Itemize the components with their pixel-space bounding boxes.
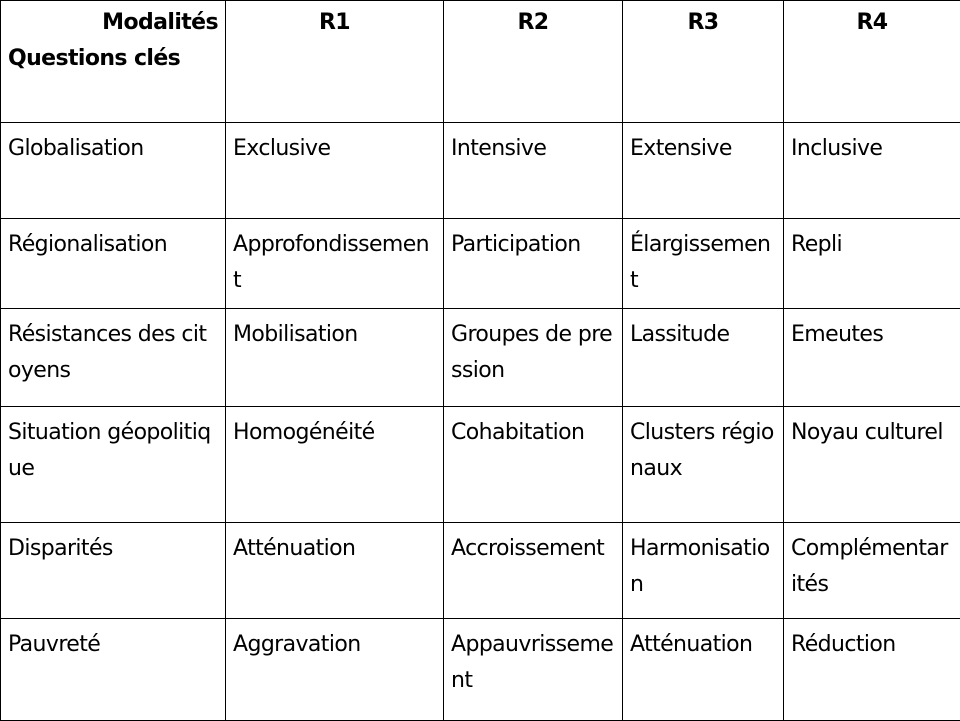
row-question: Résistances des citoyens bbox=[1, 309, 226, 407]
table-cell: Appauvrissement bbox=[444, 619, 623, 721]
table-cell: Noyau culturel bbox=[784, 407, 960, 523]
table-cell: Extensive bbox=[623, 123, 784, 219]
row-question: Globalisation bbox=[1, 123, 226, 219]
table-cell: Réduction bbox=[784, 619, 960, 721]
table-row bbox=[1, 523, 960, 619]
table-cell: Aggravation bbox=[226, 619, 444, 721]
row-question: Régionalisation bbox=[1, 219, 226, 309]
table-row bbox=[1, 219, 960, 309]
row-question: Disparités bbox=[1, 523, 226, 619]
table-cell: Intensive bbox=[444, 123, 623, 219]
table-cell: Repli bbox=[784, 219, 960, 309]
column-header-r1: R1 bbox=[226, 1, 444, 123]
row-question: Pauvreté bbox=[1, 619, 226, 721]
table-cell: Atténuation bbox=[623, 619, 784, 721]
table-row bbox=[1, 619, 960, 721]
table-cell: Lassitude bbox=[623, 309, 784, 407]
table-cell: Cohabitation bbox=[444, 407, 623, 523]
table-cell: Harmonisation bbox=[623, 523, 784, 619]
modalites-label: Modalités bbox=[8, 5, 218, 41]
table-cell: Approfondissement bbox=[226, 219, 444, 309]
table-row bbox=[1, 123, 960, 219]
questions-cles-label: Questions clés bbox=[8, 41, 218, 77]
table-cell: Élargissement bbox=[623, 219, 784, 309]
table-cell: Complémentarités bbox=[784, 523, 960, 619]
column-header-r3: R3 bbox=[623, 1, 784, 123]
header-row bbox=[1, 1, 960, 123]
table-cell: Clusters régionaux bbox=[623, 407, 784, 523]
row-question: Situation géopolitique bbox=[1, 407, 226, 523]
table-cell: Atténuation bbox=[226, 523, 444, 619]
table-cell: Homogénéité bbox=[226, 407, 444, 523]
table-cell: Groupes de pression bbox=[444, 309, 623, 407]
table-cell: Inclusive bbox=[784, 123, 960, 219]
table-cell: Participation bbox=[444, 219, 623, 309]
table-cell: Exclusive bbox=[226, 123, 444, 219]
table-cell: Accroissement bbox=[444, 523, 623, 619]
column-header-r4: R4 bbox=[784, 1, 960, 123]
table-row bbox=[1, 309, 960, 407]
header-corner-cell bbox=[1, 1, 226, 123]
table-cell: Mobilisation bbox=[226, 309, 444, 407]
table-cell: Emeutes bbox=[784, 309, 960, 407]
table-row bbox=[1, 407, 960, 523]
column-header-r2: R2 bbox=[444, 1, 623, 123]
